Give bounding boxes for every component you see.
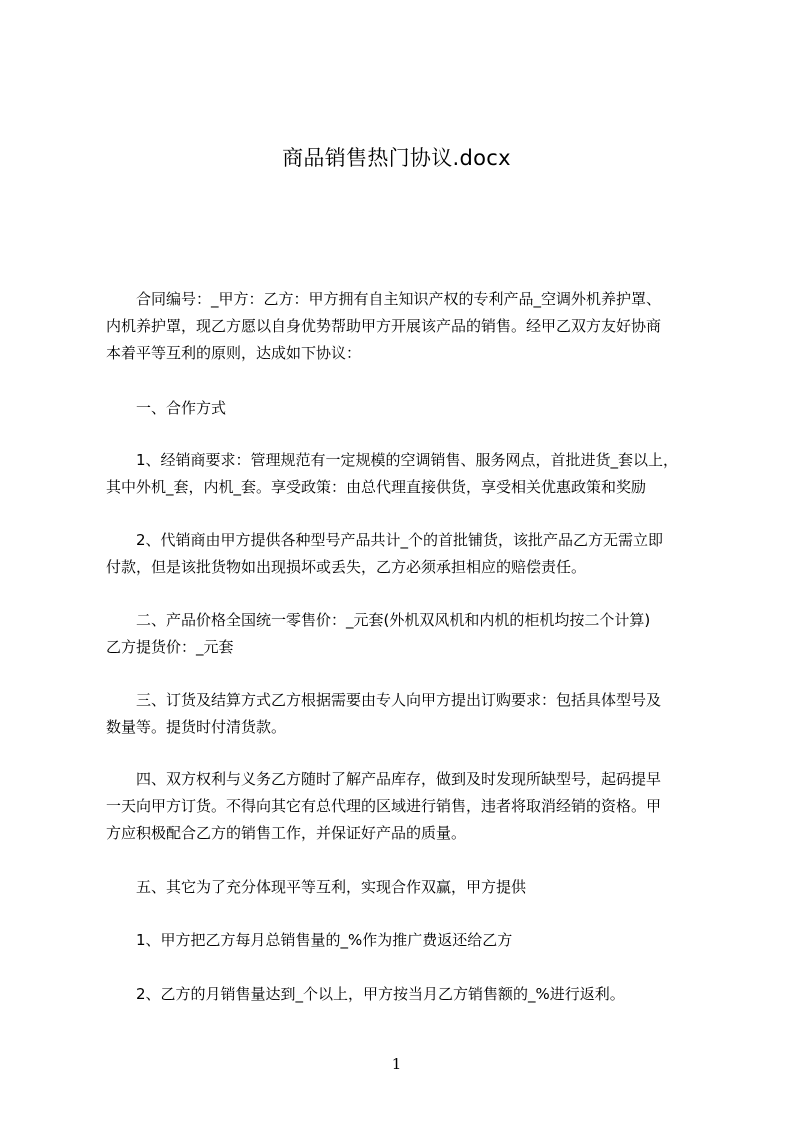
text-line: 付款，但是该批货物如出现损坏或丢失，乙方必须承担相应的赔偿责任。	[106, 558, 587, 576]
text-line: 乙方提货价：_元套	[106, 638, 234, 656]
text-line: 1、经销商要求：管理规范有一定规模的空调销售、服务网点，首批进货_套以上，	[106, 451, 679, 469]
text-line: 内机养护罩，现乙方愿以自身优势帮助甲方开展该产品的销售。经甲乙双方友好协商	[106, 317, 662, 335]
text-line: 一天向甲方订货。不得向其它有总代理的区域进行销售，违者将取消经销的资格。甲	[106, 797, 662, 815]
clause-5-2	[106, 981, 710, 1008]
section-heading-cooperation	[106, 395, 710, 422]
section-other-heading	[106, 874, 710, 901]
text-line: 数量等。提货时付清货款。	[106, 718, 287, 736]
text-line: 本着平等互利的原则，达成如下协议：	[106, 344, 362, 362]
clause-1-2	[106, 527, 710, 581]
text-line: 二、产品价格全国统一零售价：_元套(外机双风机和内机的柜机均按二个计算)	[106, 611, 651, 629]
clause-1-1	[106, 447, 710, 501]
text-line: 合同编号：_甲方：乙方：甲方拥有自主知识产权的专利产品_空调外机养护罩、	[106, 290, 662, 308]
clause-5-1	[106, 927, 710, 954]
section-rights	[106, 766, 710, 847]
text-line: 三、订货及结算方式乙方根据需要由专人向甲方提出订购要求：包括具体型号及	[106, 691, 662, 709]
text-line: 2、代销商由甲方提供各种型号产品共计_个的首批铺货，该批产品乙方无需立即	[106, 531, 664, 549]
document-title: 商品销售热门协议.docx	[282, 146, 511, 170]
text-line: 方应积极配合乙方的销售工作，并保证好产品的质量。	[106, 824, 467, 842]
text-line: 五、其它为了充分体现平等互利，实现合作双赢，甲方提供	[106, 878, 527, 896]
text-line: 四、双方权利与义务乙方随时了解产品库存，做到及时发现所缺型号，起码提早	[106, 770, 662, 788]
text-line: 一、合作方式	[106, 399, 227, 417]
text-line: 其中外机_套，内机_套。享受政策：由总代理直接供货，享受相关优惠政策和奖励	[106, 478, 647, 496]
text-line: 1、甲方把乙方每月总销售量的_%作为推广费返还给乙方	[106, 931, 513, 949]
text-line: 2、乙方的月销售量达到_个以上，甲方按当月乙方销售额的_%进行返利。	[106, 985, 625, 1003]
section-price	[106, 607, 710, 661]
section-ordering	[106, 687, 710, 741]
page-number: 1	[391, 1055, 402, 1073]
intro-paragraph	[106, 286, 710, 367]
